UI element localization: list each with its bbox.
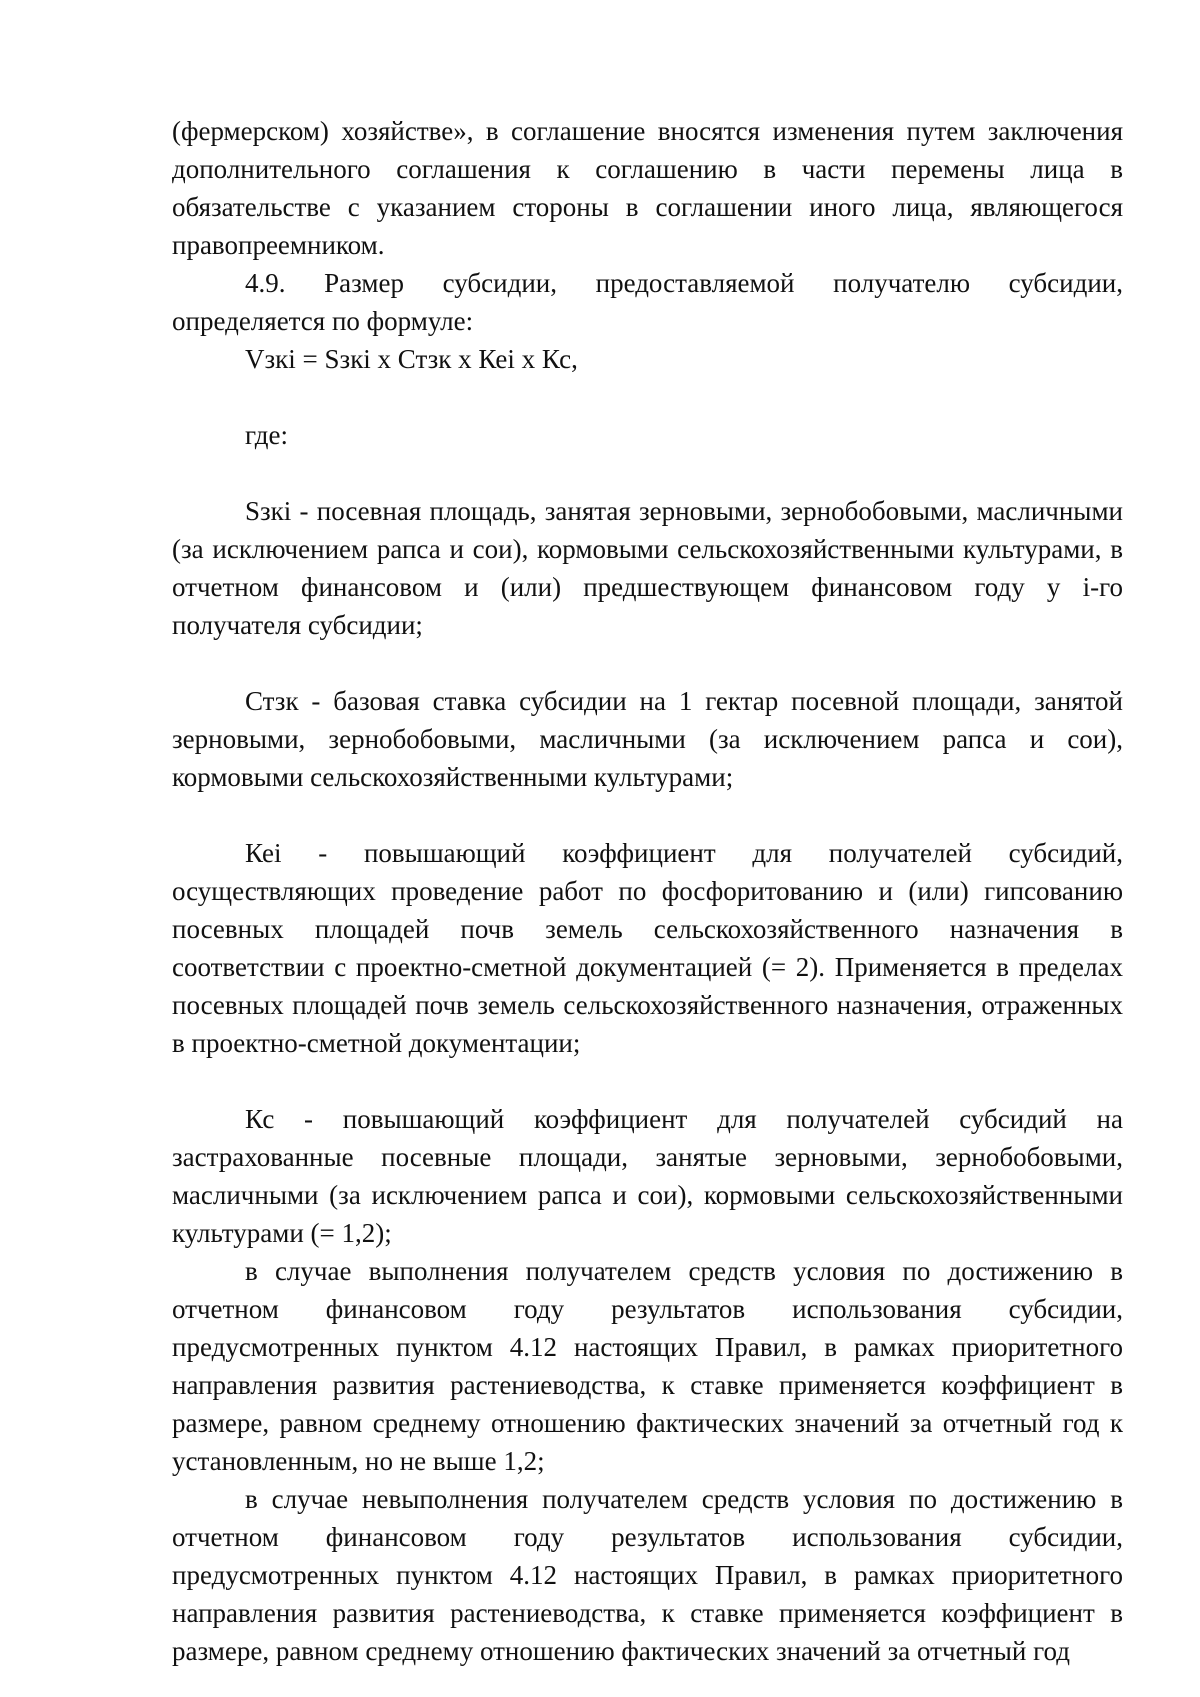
formula: Vзкi = Sзкi х Стзк х Кеi х Кс, <box>245 344 578 374</box>
definition-kc: Кс - повышающий коэффициент для получателей субсидий на застрахованные посевные площади, занятые зерновыми, зернобобовыми, масличными (за исключением рапса и сои), кормовыми сельскохозяйственными культурами (= 1,2); <box>172 1104 1123 1248</box>
paragraph-continuation: (фермерском) хозяйстве», в соглашение вносятся изменения путем заключения дополнительного соглашения к соглашению в части перемены лица в обязательстве с указанием стороны в соглашении иного лица, являющегося правопреемником. <box>172 116 1123 260</box>
paragraph-non-fulfillment: в случае невыполнения получателем средств условия по достижению в отчетном финансовом году результатов использования субсидии, предусмотренных пунктом 4.12 настоящих Правил, в рамках приоритетного направления развития растениеводства, к ставке применяется коэффициент в размере, равном среднему отношению фактических значений за отчетный год <box>172 1484 1123 1666</box>
paragraph-fulfillment: в случае выполнения получателем средств условия по достижению в отчетном финансовом году результатов использования субсидии, предусмотренных пунктом 4.12 настоящих Правил, в рамках приоритетного направления развития растениеводства, к ставке применяется коэффициент в размере, равном среднему отношению фактических значений за отчетный год к установленным, но не выше 1,2; <box>172 1256 1123 1476</box>
where-label: где: <box>245 420 288 450</box>
definition-stzk: Стзк - базовая ставка субсидии на 1 гектар посевной площади, занятой зерновыми, зернобобовыми, масличными (за исключением рапса и сои), кормовыми сельскохозяйственными культурами; <box>172 686 1123 792</box>
definition-kei: Кеi - повышающий коэффициент для получателей субсидий, осуществляющих проведение работ по фосфоритованию и (или) гипсованию посевных площадей почв земель сельскохозяйственного назначения в соответствии с проектно-сметной документацией (= 2). Применяется в пределах посевных площадей почв земель сельскохозяйственного назначения, отраженных в проектно-сметной документации; <box>172 838 1123 1058</box>
document-body <box>172 112 1123 1670</box>
definition-szki: Sзкi - посевная площадь, занятая зерновыми, зернобобовыми, масличными (за исключением рапса и сои), кормовыми сельскохозяйственными культурами, в отчетном финансовом и (или) предшествующем финансовом году у i-го получателя субсидии; <box>172 496 1123 640</box>
paragraph-4-9: 4.9. Размер субсидии, предоставляемой получателю субсидии, определяется по формуле: <box>172 268 1123 336</box>
